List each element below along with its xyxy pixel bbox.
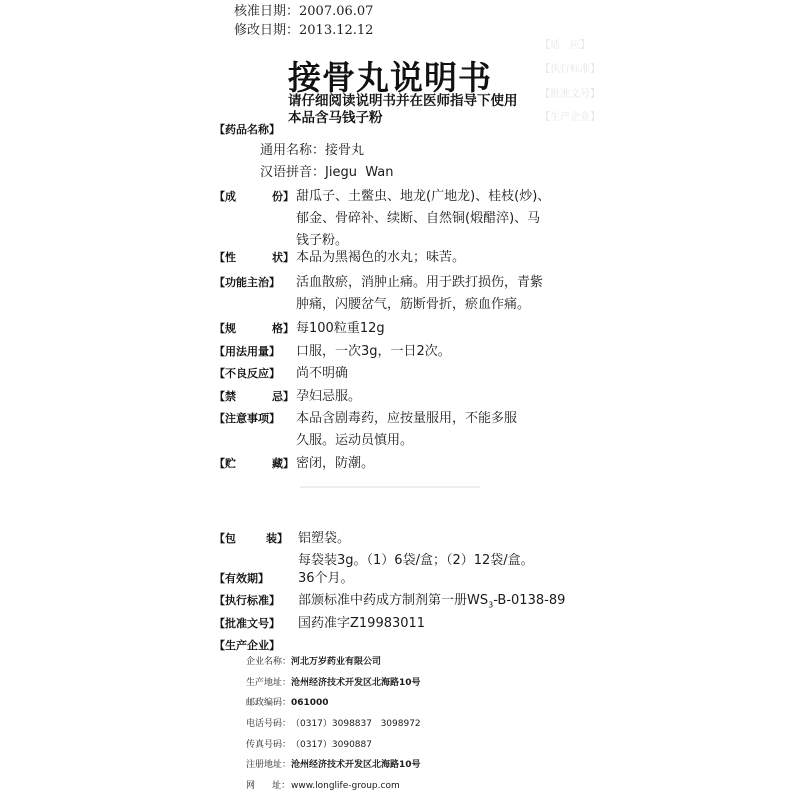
bleed-through-text: 【执行标准】 xyxy=(540,64,600,75)
bleed-through-text: 【生产企业】 xyxy=(540,112,600,123)
manufacturer-address: 生产地址：沧州经济技术开发区北海路10号 xyxy=(246,678,421,688)
generic-name-value: 接骨丸 xyxy=(325,143,365,158)
document-title: 接骨丸说明书 xyxy=(288,58,492,97)
indications-line: 活血散瘀，消肿止痛。用于跌打损伤，青紫 xyxy=(296,275,544,290)
section-label: 【用法用量】 xyxy=(214,345,280,358)
generic-name-label: 通用名称： xyxy=(260,143,326,158)
section-label: 【执行标准】 xyxy=(214,594,280,607)
manufacturer-website: 网 址：www.longlife-group.com xyxy=(246,781,400,791)
ingredients-line: 钱子粉。 xyxy=(296,233,349,248)
pinyin-value: Jiegu Wan xyxy=(325,165,394,180)
section-value: 本品为黑褐色的水丸；味苦。 xyxy=(296,250,466,265)
manufacturer-fax: 传真号码：（0317）3090887 xyxy=(246,740,372,750)
section-value xyxy=(298,528,598,572)
standard-suffix: -B-0138-89 xyxy=(493,593,566,608)
section-label: 【规 格】 xyxy=(214,322,294,335)
manufacturer-postcode: 邮政编码：061000 xyxy=(246,698,329,708)
standard-subscript: 3 xyxy=(488,600,494,610)
section-label: 【注意事项】 xyxy=(214,412,280,425)
divider-smudge xyxy=(300,486,480,488)
indications-line: 肿痛，闪腰岔气，筋断骨折，瘀血作痛。 xyxy=(296,297,531,312)
manufacturer-company: 企业名称：河北万岁药业有限公司 xyxy=(246,657,382,667)
pinyin-label: 汉语拼音： xyxy=(260,165,326,180)
revision-date-value: 2013.12.12 xyxy=(299,23,374,38)
manufacturer-registered-address: 注册地址：沧州经济技术开发区北海路10号 xyxy=(246,760,421,770)
section-label: 【成 份】 xyxy=(214,190,294,203)
section-value: 口服，一次3g，一日2次。 xyxy=(296,344,451,359)
section-value: 密闭，防潮。 xyxy=(296,456,375,471)
section-value: 尚不明确 xyxy=(296,366,349,381)
ingredient-warning: 本品含马钱子粉 xyxy=(288,110,383,126)
section-label: 【批准文号】 xyxy=(214,617,280,630)
section-value: 36个月。 xyxy=(298,571,354,586)
bleed-through-text: 【适 应】 xyxy=(540,40,590,51)
section-label: 【贮 藏】 xyxy=(214,457,294,470)
standard-prefix: 部颁标准中药成方制剂第一册WS xyxy=(298,593,489,608)
section-label: 【禁 忌】 xyxy=(214,390,294,403)
section-label: 【包 装】 xyxy=(214,532,288,545)
section-value xyxy=(296,186,564,252)
packaging-line: 每袋装3g。（1）6袋/盒；（2）12袋/盒。 xyxy=(298,553,534,568)
section-value xyxy=(296,272,564,316)
generic-name-row xyxy=(260,141,364,161)
section-label: 【生产企业】 xyxy=(214,639,280,652)
precautions-line: 久服。运动员慎用。 xyxy=(296,433,414,448)
section-value: 孕妇忌服。 xyxy=(296,389,362,404)
section-label: 【性 状】 xyxy=(214,251,294,264)
section-value: 国药准字Z19983011 xyxy=(298,616,426,631)
approval-date xyxy=(234,2,373,21)
approval-date-value: 2007.06.07 xyxy=(299,4,374,19)
section-label: 【有效期】 xyxy=(214,572,269,585)
section-label: 【不良反应】 xyxy=(214,367,280,380)
manufacturer-phone: 电话号码：（0317）3098837 3098972 xyxy=(246,719,421,729)
section-value: 每100粒重12g xyxy=(296,321,385,336)
pinyin-row xyxy=(260,163,393,183)
subtitle xyxy=(288,93,518,127)
approval-date-label: 核准日期： xyxy=(234,4,300,19)
section-label: 【功能主治】 xyxy=(214,276,280,289)
dates-block xyxy=(234,2,373,40)
precautions-line: 本品含剧毒药，应按量服用，不能多服 xyxy=(296,411,518,426)
revision-date xyxy=(234,21,373,40)
packaging-line: 铝塑袋。 xyxy=(298,531,351,546)
usage-notice: 请仔细阅读说明书并在医师指导下使用 xyxy=(288,93,518,109)
section-value xyxy=(296,408,564,452)
bleed-through-text: 【批准文号】 xyxy=(540,89,600,100)
ingredients-line: 甜瓜子、土鳖虫、地龙(广地龙)、桂枝(炒)、 xyxy=(296,189,551,204)
ingredients-line: 郁金、骨碎补、续断、自然铜(煅醋淬)、马 xyxy=(296,211,541,226)
section-label: 【药品名称】 xyxy=(214,123,280,136)
revision-date-label: 修改日期： xyxy=(234,23,300,38)
